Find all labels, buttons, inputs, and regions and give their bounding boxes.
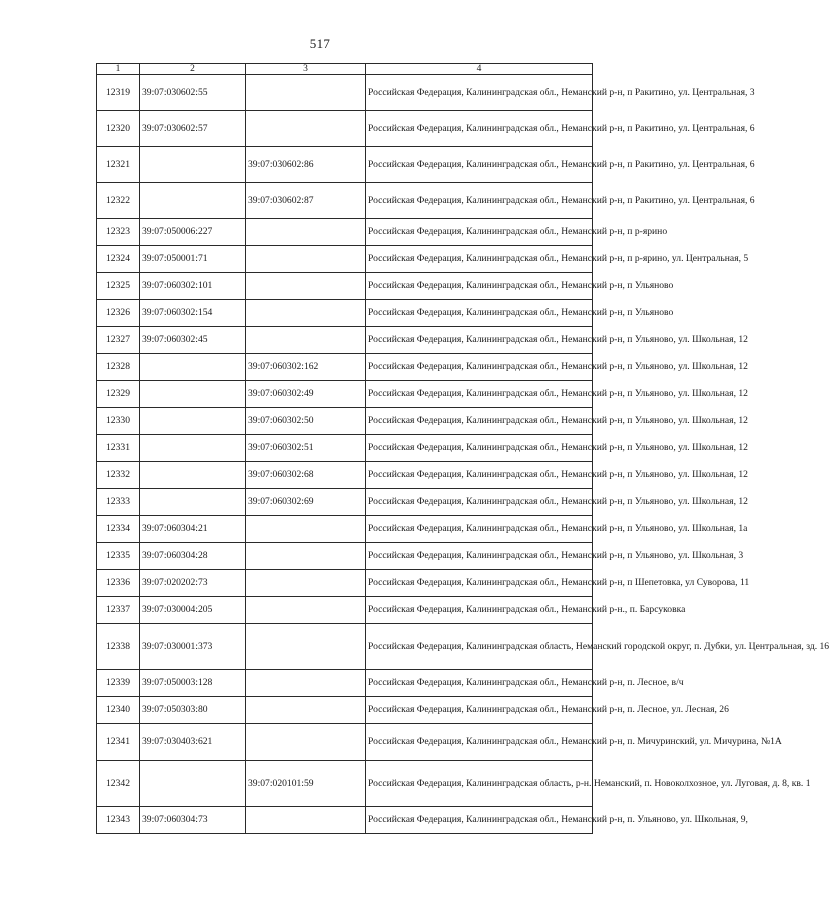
- table-row: [97, 408, 593, 435]
- cadastral-number-cell: 39:07:030004:205: [140, 597, 246, 624]
- table-row: [97, 327, 593, 354]
- row-number-cell: 12326: [97, 300, 140, 327]
- address-cell: Российская Федерация, Калининградская обл., Неманский р-н, п Ульяново, ул. Школьная, 12: [366, 408, 593, 435]
- cadastral-number-cell: 39:07:030403:621: [140, 724, 246, 761]
- row-number-cell: 12319: [97, 75, 140, 111]
- header-col-2: 2: [140, 64, 246, 75]
- table-row: [97, 516, 593, 543]
- address-cell: Российская Федерация, Калининградская обл., Неманский р-н, п Ульяново, ул. Школьная, 12: [366, 381, 593, 408]
- related-cadastral-number-cell: 39:07:020101:59: [246, 761, 366, 807]
- table-row: [97, 435, 593, 462]
- cadastral-number-cell: [140, 183, 246, 219]
- cadastral-number-cell: 39:07:030001:373: [140, 624, 246, 670]
- row-number-cell: 12327: [97, 327, 140, 354]
- related-cadastral-number-cell: [246, 624, 366, 670]
- related-cadastral-number-cell: [246, 807, 366, 834]
- address-cell: Российская Федерация, Калининградская обл., Неманский р-н, п Ульяново, ул. Школьная, 12: [366, 435, 593, 462]
- table-row: [97, 462, 593, 489]
- cadastral-number-cell: 39:07:060304:21: [140, 516, 246, 543]
- related-cadastral-number-cell: 39:07:060302:49: [246, 381, 366, 408]
- address-cell: Российская Федерация, Калининградская обл., Неманский р-н., п. Барсуковка: [366, 597, 593, 624]
- page-number: 517: [309, 36, 331, 51]
- row-number-cell: 12329: [97, 381, 140, 408]
- related-cadastral-number-cell: 39:07:060302:69: [246, 489, 366, 516]
- row-number-cell: 12337: [97, 597, 140, 624]
- cadastral-number-cell: [140, 435, 246, 462]
- related-cadastral-number-cell: 39:07:060302:50: [246, 408, 366, 435]
- related-cadastral-number-cell: [246, 219, 366, 246]
- cadastral-number-cell: [140, 462, 246, 489]
- header-col-4: 4: [366, 64, 593, 75]
- related-cadastral-number-cell: [246, 570, 366, 597]
- address-cell: Российская Федерация, Калининградская обл., Неманский р-н, п Ракитино, ул. Центральная, 6: [366, 147, 593, 183]
- address-cell: Российская Федерация, Калининградская обл., Неманский р-н, п Ракитино, ул. Центральная, 6: [366, 183, 593, 219]
- header-col-3: 3: [246, 64, 366, 75]
- cadastral-number-cell: 39:07:050001:71: [140, 246, 246, 273]
- address-cell: Российская Федерация, Калининградская обл., Неманский р-н, п. Мичуринский, ул. Мичурина, №1А: [366, 724, 593, 761]
- cadastral-number-cell: 39:07:020202:73: [140, 570, 246, 597]
- row-number-cell: 12323: [97, 219, 140, 246]
- cadastral-number-cell: [140, 381, 246, 408]
- table-row: [97, 489, 593, 516]
- cadastral-number-cell: [140, 354, 246, 381]
- related-cadastral-number-cell: [246, 300, 366, 327]
- address-cell: Российская Федерация, Калининградская обл., Неманский р-н, п Ульяново, ул. Школьная, 1а: [366, 516, 593, 543]
- header-row: [97, 64, 593, 75]
- row-number-cell: 12333: [97, 489, 140, 516]
- row-number-cell: 12321: [97, 147, 140, 183]
- registry-table: [96, 63, 829, 834]
- cadastral-number-cell: 39:07:060304:28: [140, 543, 246, 570]
- table-row: [97, 724, 593, 761]
- cadastral-number-cell: 39:07:030602:55: [140, 75, 246, 111]
- address-cell: Российская Федерация, Калининградская обл., Неманский р-н, п. Лесное, ул. Лесная, 26: [366, 697, 593, 724]
- table-row: [97, 570, 593, 597]
- row-number-cell: 12335: [97, 543, 140, 570]
- table-row: [97, 597, 593, 624]
- related-cadastral-number-cell: 39:07:060302:162: [246, 354, 366, 381]
- row-number-cell: 12331: [97, 435, 140, 462]
- table-row: [97, 75, 593, 111]
- cadastral-number-cell: [140, 147, 246, 183]
- table-row: [97, 697, 593, 724]
- row-number-cell: 12332: [97, 462, 140, 489]
- row-number-cell: 12338: [97, 624, 140, 670]
- table-row: [97, 183, 593, 219]
- related-cadastral-number-cell: [246, 111, 366, 147]
- table-row: [97, 300, 593, 327]
- row-number-cell: 12340: [97, 697, 140, 724]
- related-cadastral-number-cell: 39:07:060302:68: [246, 462, 366, 489]
- related-cadastral-number-cell: [246, 697, 366, 724]
- related-cadastral-number-cell: [246, 670, 366, 697]
- related-cadastral-number-cell: 39:07:030602:86: [246, 147, 366, 183]
- table-row: [97, 273, 593, 300]
- related-cadastral-number-cell: [246, 327, 366, 354]
- address-cell: Российская Федерация, Калининградская обл., Неманский р-н, п Шепетовка, ул Суворова, 11: [366, 570, 593, 597]
- related-cadastral-number-cell: 39:07:030602:87: [246, 183, 366, 219]
- related-cadastral-number-cell: [246, 75, 366, 111]
- related-cadastral-number-cell: [246, 273, 366, 300]
- cadastral-number-cell: [140, 761, 246, 807]
- related-cadastral-number-cell: [246, 543, 366, 570]
- address-cell: Российская Федерация, Калининградская обл., Неманский р-н, п. Лесное, в/ч: [366, 670, 593, 697]
- cadastral-number-cell: [140, 489, 246, 516]
- address-cell: Российская Федерация, Калининградская обл., Неманский р-н, п Ульяново, ул. Школьная, 12: [366, 354, 593, 381]
- cadastral-number-cell: 39:07:060302:101: [140, 273, 246, 300]
- table-row: [97, 147, 593, 183]
- row-number-cell: 12343: [97, 807, 140, 834]
- table-row: [97, 543, 593, 570]
- table-row: [97, 246, 593, 273]
- row-number-cell: 12339: [97, 670, 140, 697]
- cadastral-number-cell: 39:07:060302:154: [140, 300, 246, 327]
- row-number-cell: 12325: [97, 273, 140, 300]
- related-cadastral-number-cell: [246, 516, 366, 543]
- address-cell: Российская Федерация, Калининградская обл., Неманский р-н, п Ракитино, ул. Центральная, 3: [366, 75, 593, 111]
- address-cell: Российская Федерация, Калининградская область, Неманский городской округ, п. Дубки, ул. Центральная, зд. 16: [366, 624, 593, 670]
- table-row: [97, 354, 593, 381]
- address-cell: Российская Федерация, Калининградская обл., Неманский р-н, п р-ярино: [366, 219, 593, 246]
- row-number-cell: 12328: [97, 354, 140, 381]
- address-cell: Российская Федерация, Калининградская обл., Неманский р-н, п Ракитино, ул. Центральная, 6: [366, 111, 593, 147]
- row-number-cell: 12324: [97, 246, 140, 273]
- table-row: [97, 381, 593, 408]
- table-row: [97, 761, 593, 807]
- cadastral-number-cell: 39:07:060304:73: [140, 807, 246, 834]
- address-cell: Российская Федерация, Калининградская область, р-н. Неманский, п. Новоколхозное, ул. Луговая, д. 8, кв. 1: [366, 761, 593, 807]
- address-cell: Российская Федерация, Калининградская обл., Неманский р-н, п Ульяново, ул. Школьная, 3: [366, 543, 593, 570]
- related-cadastral-number-cell: [246, 246, 366, 273]
- cadastral-number-cell: 39:07:050006:227: [140, 219, 246, 246]
- header-col-1: 1: [97, 64, 140, 75]
- address-cell: Российская Федерация, Калининградская обл., Неманский р-н, п Ульяново, ул. Школьная, 12: [366, 462, 593, 489]
- row-number-cell: 12320: [97, 111, 140, 147]
- address-cell: Российская Федерация, Калининградская обл., Неманский р-н, п Ульяново: [366, 300, 593, 327]
- cadastral-number-cell: 39:07:060302:45: [140, 327, 246, 354]
- table-body: [97, 75, 829, 834]
- address-cell: Российская Федерация, Калининградская обл., Неманский р-н, п. Ульяново, ул. Школьная, 9,: [366, 807, 593, 834]
- cadastral-number-cell: 39:07:050303:80: [140, 697, 246, 724]
- address-cell: Российская Федерация, Калининградская обл., Неманский р-н, п Ульяново: [366, 273, 593, 300]
- row-number-cell: 12334: [97, 516, 140, 543]
- row-number-cell: 12322: [97, 183, 140, 219]
- address-cell: Российская Федерация, Калининградская обл., Неманский р-н, п Ульяново, ул. Школьная, 12: [366, 489, 593, 516]
- table-row: [97, 624, 593, 670]
- related-cadastral-number-cell: [246, 724, 366, 761]
- row-number-cell: 12341: [97, 724, 140, 761]
- row-number-cell: 12342: [97, 761, 140, 807]
- row-number-cell: 12336: [97, 570, 140, 597]
- table-row: [97, 111, 593, 147]
- cadastral-number-cell: [140, 408, 246, 435]
- table-row: [97, 807, 593, 834]
- address-cell: Российская Федерация, Калининградская обл., Неманский р-н, п р-ярино, ул. Центральная, 5: [366, 246, 593, 273]
- related-cadastral-number-cell: 39:07:060302:51: [246, 435, 366, 462]
- cadastral-number-cell: 39:07:030602:57: [140, 111, 246, 147]
- row-number-cell: 12330: [97, 408, 140, 435]
- cadastral-number-cell: 39:07:050003:128: [140, 670, 246, 697]
- table-row: [97, 219, 593, 246]
- table-row: [97, 670, 593, 697]
- related-cadastral-number-cell: [246, 597, 366, 624]
- address-cell: Российская Федерация, Калининградская обл., Неманский р-н, п Ульяново, ул. Школьная, 12: [366, 327, 593, 354]
